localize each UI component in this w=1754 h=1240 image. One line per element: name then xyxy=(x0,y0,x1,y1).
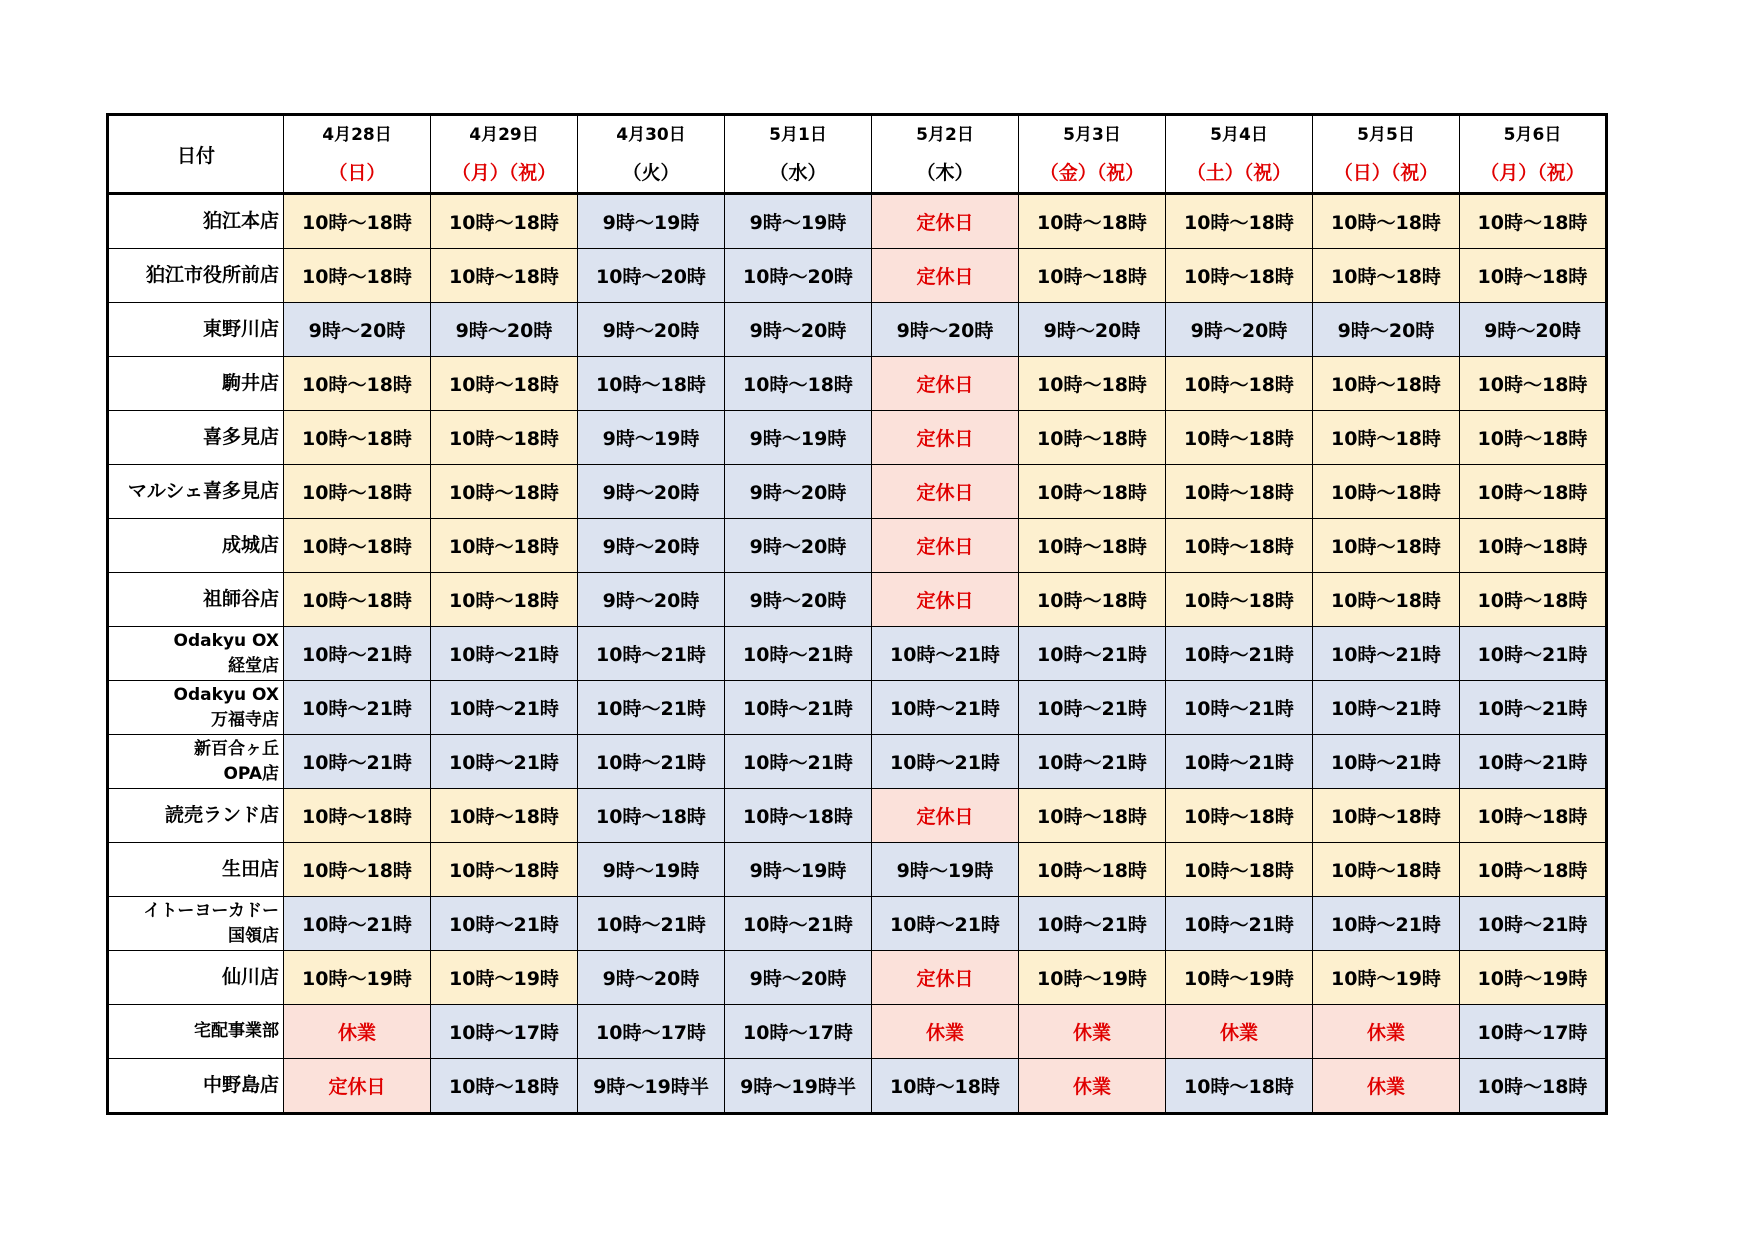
date-corner-label: 日付 xyxy=(108,115,284,194)
hours-cell: 9時～20時 xyxy=(578,573,725,627)
hours-cell: 10時～21時 xyxy=(578,897,725,951)
date-header-weekday: （月）（祝） xyxy=(451,162,557,184)
hours-cell: 10時～18時 xyxy=(578,357,725,411)
store-name: Odakyu OX 万福寺店 xyxy=(108,681,284,735)
store-name: 新百合ヶ丘 OPA店 xyxy=(108,735,284,789)
store-name: 喜多見店 xyxy=(108,411,284,465)
hours-cell: 10時～21時 xyxy=(578,681,725,735)
date-header xyxy=(1313,115,1460,194)
hours-cell: 10時～21時 xyxy=(725,681,872,735)
hours-cell: 10時～18時 xyxy=(1166,411,1313,465)
hours-cell: 10時～21時 xyxy=(872,681,1019,735)
hours-cell: 9時～20時 xyxy=(725,951,872,1005)
table-row xyxy=(108,627,1607,681)
hours-cell: 10時～19時 xyxy=(1460,951,1607,1005)
hours-cell: 休業 xyxy=(872,1005,1019,1059)
date-header-weekday: （土）（祝） xyxy=(1186,162,1292,184)
hours-cell: 10時～20時 xyxy=(725,249,872,303)
hours-cell: 10時～17時 xyxy=(1460,1005,1607,1059)
hours-cell: 9時～19時 xyxy=(578,194,725,249)
hours-cell: 9時～20時 xyxy=(1166,303,1313,357)
hours-cell: 10時～18時 xyxy=(284,843,431,897)
hours-cell: 10時～21時 xyxy=(431,735,578,789)
hours-cell: 休業 xyxy=(1019,1059,1166,1114)
hours-cell: 10時～19時 xyxy=(1166,951,1313,1005)
date-header-weekday: （火） xyxy=(622,162,680,184)
hours-cell: 10時～21時 xyxy=(1313,627,1460,681)
hours-cell: 定休日 xyxy=(872,411,1019,465)
date-header-weekday: （日） xyxy=(328,162,386,184)
date-header-date: 4月28日 xyxy=(322,125,392,145)
hours-cell: 10時～18時 xyxy=(1166,357,1313,411)
hours-cell: 定休日 xyxy=(284,1059,431,1114)
hours-cell: 10時～17時 xyxy=(725,1005,872,1059)
hours-cell: 10時～18時 xyxy=(1460,519,1607,573)
hours-cell: 10時～21時 xyxy=(1019,897,1166,951)
date-header xyxy=(872,115,1019,194)
date-header-weekday: （日）（祝） xyxy=(1333,162,1439,184)
date-header-date: 4月30日 xyxy=(616,125,686,145)
date-header-date: 5月2日 xyxy=(916,125,974,145)
hours-cell: 10時～21時 xyxy=(1166,735,1313,789)
hours-cell: 10時～21時 xyxy=(872,735,1019,789)
hours-cell: 10時～18時 xyxy=(1313,519,1460,573)
hours-cell: 10時～21時 xyxy=(1166,681,1313,735)
hours-cell: 定休日 xyxy=(872,951,1019,1005)
hours-cell: 10時～21時 xyxy=(1313,681,1460,735)
table-body xyxy=(108,194,1607,1114)
hours-cell: 定休日 xyxy=(872,519,1019,573)
hours-cell: 10時～17時 xyxy=(578,1005,725,1059)
hours-cell: 10時～19時 xyxy=(284,951,431,1005)
hours-cell: 10時～18時 xyxy=(1019,465,1166,519)
hours-cell: 10時～21時 xyxy=(431,681,578,735)
hours-cell: 10時～18時 xyxy=(431,519,578,573)
date-header-date: 5月1日 xyxy=(769,125,827,145)
hours-cell: 10時～18時 xyxy=(1166,194,1313,249)
hours-cell: 10時～19時 xyxy=(431,951,578,1005)
hours-cell: 10時～21時 xyxy=(1460,681,1607,735)
hours-cell: 9時～20時 xyxy=(284,303,431,357)
table-row xyxy=(108,789,1607,843)
hours-cell: 10時～18時 xyxy=(431,843,578,897)
table-row xyxy=(108,194,1607,249)
hours-cell: 9時～19時半 xyxy=(725,1059,872,1114)
store-name: マルシェ喜多見店 xyxy=(108,465,284,519)
hours-cell: 9時～20時 xyxy=(1313,303,1460,357)
hours-cell: 10時～18時 xyxy=(725,789,872,843)
table-row xyxy=(108,519,1607,573)
hours-cell: 10時～21時 xyxy=(578,627,725,681)
hours-cell: 9時～19時半 xyxy=(578,1059,725,1114)
store-name: 宅配事業部 xyxy=(108,1005,284,1059)
store-name: 仙川店 xyxy=(108,951,284,1005)
hours-cell: 10時～21時 xyxy=(1313,735,1460,789)
hours-cell: 9時～19時 xyxy=(725,411,872,465)
hours-cell: 10時～18時 xyxy=(1460,194,1607,249)
hours-cell: 9時～20時 xyxy=(872,303,1019,357)
hours-cell: 休業 xyxy=(1313,1059,1460,1114)
hours-cell: 10時～18時 xyxy=(872,1059,1019,1114)
hours-cell: 定休日 xyxy=(872,194,1019,249)
hours-cell: 9時～20時 xyxy=(578,465,725,519)
hours-cell: 10時～18時 xyxy=(1460,789,1607,843)
hours-cell: 10時～18時 xyxy=(284,411,431,465)
hours-cell: 10時～21時 xyxy=(431,627,578,681)
hours-cell: 10時～18時 xyxy=(1166,573,1313,627)
date-header-weekday: （金）（祝） xyxy=(1039,162,1145,184)
hours-cell: 9時～20時 xyxy=(1460,303,1607,357)
hours-cell: 10時～18時 xyxy=(431,357,578,411)
hours-cell: 10時～17時 xyxy=(431,1005,578,1059)
hours-cell: 定休日 xyxy=(872,249,1019,303)
date-header-weekday: （月）（祝） xyxy=(1480,162,1585,184)
hours-cell: 10時～18時 xyxy=(1019,843,1166,897)
hours-cell: 10時～21時 xyxy=(872,897,1019,951)
date-header-date: 5月4日 xyxy=(1210,125,1268,145)
hours-cell: 10時～18時 xyxy=(284,465,431,519)
hours-cell: 10時～18時 xyxy=(1166,1059,1313,1114)
hours-cell: 10時～21時 xyxy=(1460,735,1607,789)
hours-cell: 10時～18時 xyxy=(431,573,578,627)
hours-cell: 10時～18時 xyxy=(1460,357,1607,411)
hours-cell: 10時～18時 xyxy=(431,194,578,249)
hours-cell: 10時～19時 xyxy=(1313,951,1460,1005)
hours-cell: 9時～20時 xyxy=(1019,303,1166,357)
hours-cell: 10時～20時 xyxy=(578,249,725,303)
hours-cell: 10時～18時 xyxy=(1313,465,1460,519)
date-header-weekday: （木） xyxy=(916,162,974,184)
hours-cell: 10時～18時 xyxy=(431,465,578,519)
hours-cell: 10時～21時 xyxy=(1019,627,1166,681)
hours-cell: 10時～18時 xyxy=(1166,843,1313,897)
hours-cell: 9時～19時 xyxy=(872,843,1019,897)
header-row xyxy=(108,115,1607,194)
hours-cell: 9時～19時 xyxy=(725,843,872,897)
business-hours-table xyxy=(106,113,1608,1115)
hours-cell: 10時～18時 xyxy=(1460,843,1607,897)
hours-cell: 10時～21時 xyxy=(284,897,431,951)
hours-cell: 定休日 xyxy=(872,789,1019,843)
hours-cell: 10時～21時 xyxy=(725,735,872,789)
hours-cell: 10時～18時 xyxy=(284,194,431,249)
table-row xyxy=(108,465,1607,519)
table-row xyxy=(108,303,1607,357)
date-header xyxy=(725,115,872,194)
hours-cell: 定休日 xyxy=(872,357,1019,411)
hours-cell: 10時～18時 xyxy=(1166,249,1313,303)
hours-cell: 9時～20時 xyxy=(578,519,725,573)
hours-cell: 10時～21時 xyxy=(1166,627,1313,681)
date-header xyxy=(1460,115,1607,194)
hours-cell: 10時～18時 xyxy=(1313,249,1460,303)
store-name: 成城店 xyxy=(108,519,284,573)
date-header-weekday: （水） xyxy=(769,162,827,184)
store-name: 祖師谷店 xyxy=(108,573,284,627)
hours-cell: 10時～18時 xyxy=(431,1059,578,1114)
hours-cell: 10時～21時 xyxy=(1313,897,1460,951)
hours-cell: 休業 xyxy=(1019,1005,1166,1059)
hours-cell: 10時～18時 xyxy=(1166,519,1313,573)
hours-cell: 10時～21時 xyxy=(872,627,1019,681)
hours-cell: 10時～18時 xyxy=(1019,519,1166,573)
date-header xyxy=(431,115,578,194)
table-row xyxy=(108,1059,1607,1114)
hours-cell: 10時～21時 xyxy=(431,897,578,951)
hours-cell: 休業 xyxy=(1166,1005,1313,1059)
date-header-date: 4月29日 xyxy=(469,125,539,145)
hours-cell: 10時～18時 xyxy=(1313,843,1460,897)
hours-cell: 9時～20時 xyxy=(431,303,578,357)
table-row xyxy=(108,951,1607,1005)
hours-cell: 10時～18時 xyxy=(284,519,431,573)
hours-cell: 9時～20時 xyxy=(578,951,725,1005)
store-name: 読売ランド店 xyxy=(108,789,284,843)
hours-cell: 10時～18時 xyxy=(1019,249,1166,303)
hours-cell: 10時～21時 xyxy=(578,735,725,789)
table-row xyxy=(108,735,1607,789)
hours-cell: 10時～18時 xyxy=(1019,789,1166,843)
store-name: 駒井店 xyxy=(108,357,284,411)
hours-cell: 10時～21時 xyxy=(1166,897,1313,951)
date-header-date: 5月5日 xyxy=(1357,125,1415,145)
store-name: 生田店 xyxy=(108,843,284,897)
hours-cell: 9時～20時 xyxy=(725,573,872,627)
hours-cell: 10時～18時 xyxy=(1019,357,1166,411)
hours-cell: 9時～19時 xyxy=(578,411,725,465)
store-name: 中野島店 xyxy=(108,1059,284,1114)
hours-cell: 10時～18時 xyxy=(431,411,578,465)
table-row xyxy=(108,357,1607,411)
hours-cell: 10時～18時 xyxy=(1313,789,1460,843)
hours-cell: 10時～18時 xyxy=(284,573,431,627)
hours-cell: 10時～21時 xyxy=(284,681,431,735)
date-header-date: 5月6日 xyxy=(1503,125,1562,145)
hours-cell: 10時～18時 xyxy=(1313,411,1460,465)
table-row xyxy=(108,249,1607,303)
hours-cell: 10時～18時 xyxy=(1019,411,1166,465)
hours-cell: 10時～18時 xyxy=(1313,573,1460,627)
table-row xyxy=(108,681,1607,735)
hours-cell: 10時～18時 xyxy=(431,249,578,303)
hours-cell: 休業 xyxy=(284,1005,431,1059)
store-name: Odakyu OX 経堂店 xyxy=(108,627,284,681)
hours-cell: 10時～18時 xyxy=(284,357,431,411)
hours-cell: 10時～18時 xyxy=(1166,789,1313,843)
hours-cell: 10時～18時 xyxy=(1460,249,1607,303)
store-name: 東野川店 xyxy=(108,303,284,357)
hours-cell: 10時～18時 xyxy=(1313,194,1460,249)
hours-cell: 10時～18時 xyxy=(1460,411,1607,465)
store-name: 狛江市役所前店 xyxy=(108,249,284,303)
table-row xyxy=(108,897,1607,951)
table-row xyxy=(108,1005,1607,1059)
hours-cell: 10時～21時 xyxy=(1019,735,1166,789)
hours-cell: 9時～19時 xyxy=(725,194,872,249)
hours-cell: 10時～21時 xyxy=(1460,897,1607,951)
hours-cell: 10時～21時 xyxy=(284,735,431,789)
hours-cell: 9時～19時 xyxy=(578,843,725,897)
hours-cell: 定休日 xyxy=(872,573,1019,627)
hours-cell: 10時～18時 xyxy=(1019,573,1166,627)
hours-cell: 10時～18時 xyxy=(725,357,872,411)
hours-cell: 10時～18時 xyxy=(1460,1059,1607,1114)
store-name: イトーヨーカドー 国領店 xyxy=(108,897,284,951)
hours-cell: 9時～20時 xyxy=(725,303,872,357)
hours-cell: 10時～18時 xyxy=(284,789,431,843)
hours-cell: 10時～18時 xyxy=(578,789,725,843)
table-row xyxy=(108,573,1607,627)
date-header xyxy=(1019,115,1166,194)
table-row xyxy=(108,843,1607,897)
date-header xyxy=(284,115,431,194)
hours-cell: 10時～18時 xyxy=(284,249,431,303)
hours-cell: 定休日 xyxy=(872,465,1019,519)
date-header-date: 5月3日 xyxy=(1063,125,1121,145)
hours-cell: 10時～19時 xyxy=(1019,951,1166,1005)
hours-cell: 10時～21時 xyxy=(725,627,872,681)
hours-cell: 10時～18時 xyxy=(1460,573,1607,627)
store-name: 狛江本店 xyxy=(108,194,284,249)
date-header xyxy=(1166,115,1313,194)
hours-cell: 10時～18時 xyxy=(1460,465,1607,519)
hours-cell: 10時～18時 xyxy=(1166,465,1313,519)
hours-cell: 9時～20時 xyxy=(725,519,872,573)
hours-cell: 9時～20時 xyxy=(578,303,725,357)
hours-cell: 10時～21時 xyxy=(1460,627,1607,681)
hours-cell: 10時～18時 xyxy=(1019,194,1166,249)
date-header xyxy=(578,115,725,194)
table-row xyxy=(108,411,1607,465)
hours-cell: 10時～21時 xyxy=(725,897,872,951)
hours-cell: 10時～21時 xyxy=(1019,681,1166,735)
hours-cell: 10時～21時 xyxy=(284,627,431,681)
hours-cell: 9時～20時 xyxy=(725,465,872,519)
hours-cell: 10時～18時 xyxy=(1313,357,1460,411)
hours-cell: 10時～18時 xyxy=(431,789,578,843)
hours-cell: 休業 xyxy=(1313,1005,1460,1059)
